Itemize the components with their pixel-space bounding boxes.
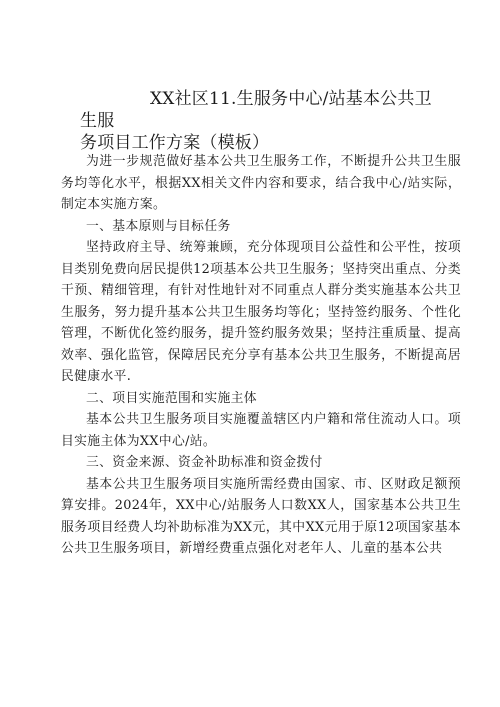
section-1-paragraph: 坚持政府主导、统筹兼顾，充分体现项目公益性和公平性，按项目类别免费向居民提供12项基本公共卫生服务；坚持突出重点、分类干预、精细管理，有针对性地针对不同重点人群分类实施基本公共卫生服务，努力提升基本公共卫生服务均等化；坚持签约服务、个性化管理，不断优化签约服务，提升签约服务效果；坚持注重质量、提高效率、强化监管，保障居民充分享有基本公共卫生服务，不断提高居民健康水平. [61,240,461,384]
intro-paragraph: 为进一步规范做好基本公共卫生服务工作，不断提升公共卫生服务均等化水平，根据XX相关文件内容和要求，结合我中心/站实际，制定本实施方案。 [61,154,461,212]
section-heading-1: 一、基本原则与目标任务 [86,218,231,234]
title-line-1: XX社区11.生服务中心/站基本公共卫生服 [80,89,432,131]
document-body [61,151,461,560]
section-heading-3: 三、资金来源、资金补助标准和资金拨付 [86,455,323,470]
section-2-paragraph: 基本公共卫生服务项目实施覆盖辖区内户籍和常住流动人口。项目实施主体为XX中心/站。 [61,412,461,449]
section-heading-2: 二、项目实施范围和实施主体 [86,390,257,406]
document-title [80,88,440,154]
section-3-paragraph: 基本公共卫生服务项目实施所需经费由国家、市、区财政足额预算安排。2024年，XX中心/站服务人口数XX人，国家基本公共卫生服务项目经费人均补助标准为XX元，其中XX元用于原12项国家基本公共卫生服务项目，新增经费重点强化对老年人、儿童的基本公共 [61,476,461,556]
title-line-2: 务项目工作方案（模板） [80,133,270,153]
